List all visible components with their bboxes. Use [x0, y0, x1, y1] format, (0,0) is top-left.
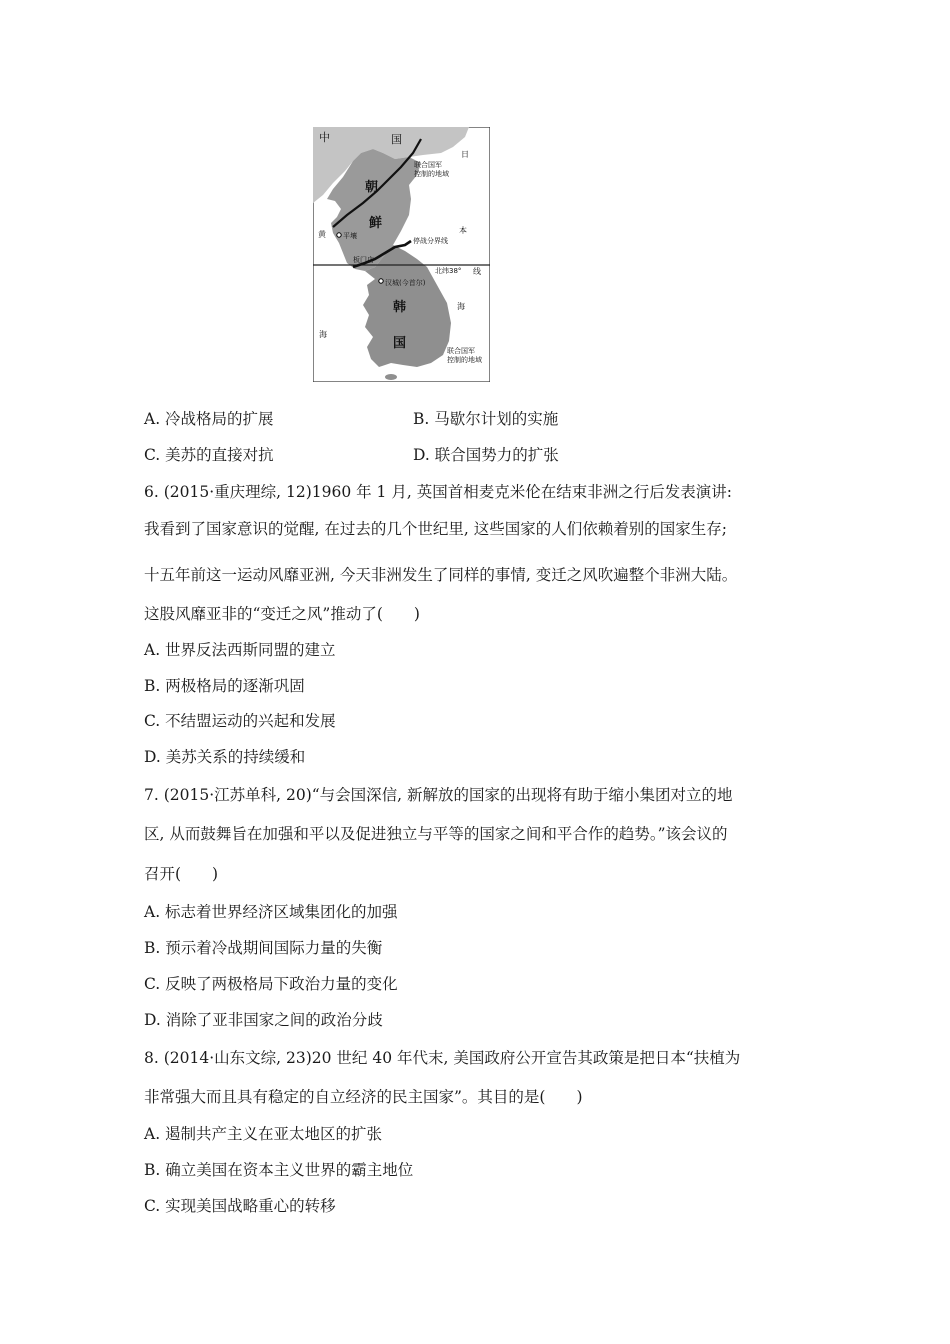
map-label-yellow-2: 海	[319, 330, 327, 339]
map-label-line: 线	[473, 267, 481, 276]
q6-stem-line-2: 我看到了国家意识的觉醒, 在过去的几个世纪里, 这些国家的人们依赖着别的国家生存;	[144, 520, 727, 538]
q8-option-a: A. 遏制共产主义在亚太地区的扩张	[144, 1125, 383, 1143]
map-label-north-1: 朝	[365, 180, 379, 195]
q5-option-d: D. 联合国势力的扩张	[413, 446, 559, 464]
q8-option-c: C. 实现美国战略重心的转移	[144, 1197, 336, 1215]
map-label-sea-right: 海	[457, 302, 465, 311]
map-label-un-bottom-1: 联合国军	[447, 347, 475, 355]
map-label-south-2: 国	[393, 336, 407, 351]
map-label-un-bottom-2: 控制的地域	[447, 356, 482, 364]
q7-option-a: A. 标志着世界经济区域集团化的加强	[144, 903, 398, 921]
q6-stem-line-3: 十五年前这一运动风靡亚洲, 今天非洲发生了同样的事情, 变迁之风吹遍整个非洲大陆。	[144, 566, 738, 584]
q7-option-c: C. 反映了两极格局下政治力量的变化	[144, 975, 398, 993]
map-label-japan-2: 本	[459, 226, 467, 235]
q6-option-b: B. 两极格局的逐渐巩固	[144, 677, 305, 695]
map-label-north-2: 鲜	[369, 216, 383, 231]
map-label-china-2: 国	[391, 133, 402, 146]
q6-stem-line-4: 这股风靡亚非的“变迁之风”推动了( )	[144, 605, 420, 623]
q5-option-a: A. 冷战格局的扩展	[144, 410, 274, 428]
q7-stem-line-1: 7. (2015·江苏单科, 20)“与会国深信, 新解放的国家的出现将有助于缩小集团对立的地	[144, 786, 733, 804]
korea-map-svg	[313, 127, 490, 382]
map-label-japan-1: 日	[461, 150, 469, 159]
map-label-armistice: 停战分界线	[413, 237, 448, 245]
q6-option-d: D. 美苏关系的持续缓和	[144, 748, 306, 766]
map-label-yellow-1: 黄	[318, 230, 326, 239]
q6-option-c: C. 不结盟运动的兴起和发展	[144, 712, 336, 730]
q7-option-d: D. 消除了亚非国家之间的政治分歧	[144, 1011, 383, 1029]
map-label-un-top-1: 联合国军	[414, 161, 442, 169]
q7-option-b: B. 预示着冷战期间国际力量的失衡	[144, 939, 383, 957]
q6-stem-line-1: 6. (2015·重庆理综, 12)1960 年 1 月, 英国首相麦克米伦在结束非洲之行后发表演讲:	[144, 483, 732, 501]
q8-stem-line-1: 8. (2014·山东文综, 23)20 世纪 40 年代末, 美国政府公开宣告其政策是把日本“扶植为	[144, 1049, 741, 1067]
map-label-panmunjom: 板门店	[353, 256, 374, 264]
map-label-pyongyang: 平壤	[343, 232, 357, 240]
q7-stem-line-3: 召开( )	[144, 865, 219, 883]
map-label-parallel: 北纬38°	[435, 267, 462, 275]
q7-stem-line-2: 区, 从而鼓舞旨在加强和平以及促进独立与平等的国家之间和平合作的趋势。”该会议的	[144, 825, 728, 843]
map-label-china-1: 中	[319, 131, 330, 144]
map-label-seoul: 汉城(今首尔)	[385, 279, 426, 287]
q6-option-a: A. 世界反法西斯同盟的建立	[144, 641, 336, 659]
q8-option-b: B. 确立美国在资本主义世界的霸主地位	[144, 1161, 414, 1179]
map-label-south-1: 韩	[393, 300, 407, 315]
q8-stem-line-2: 非常强大而且具有稳定的自立经济的民主国家”。其目的是( )	[144, 1088, 583, 1106]
map-label-un-top-2: 控制的地域	[414, 170, 449, 178]
korea-map-figure	[313, 127, 490, 382]
q5-option-b: B. 马歇尔计划的实施	[413, 410, 559, 428]
q5-option-c: C. 美苏的直接对抗	[144, 446, 274, 464]
